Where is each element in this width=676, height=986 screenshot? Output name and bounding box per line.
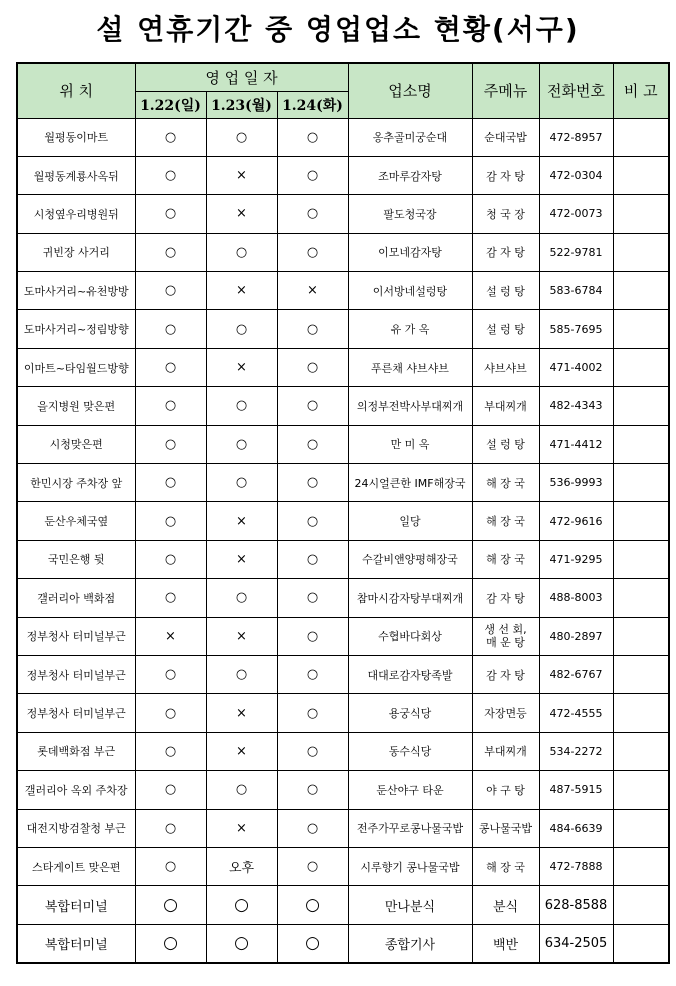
day3-status: ○ xyxy=(277,924,348,962)
day1-status: ○ xyxy=(135,732,206,770)
table-row xyxy=(17,694,669,732)
location-cell: 대전지방검찰청 부근 xyxy=(17,809,135,847)
header-menu: 주메뉴 xyxy=(472,63,539,118)
day1-status: ○ xyxy=(135,118,206,156)
day1-status: ○ xyxy=(135,156,206,194)
phone-cell: 472-9616 xyxy=(539,502,613,540)
day1-status: ○ xyxy=(135,694,206,732)
day2-status: × xyxy=(206,809,277,847)
phone-cell: 472-0073 xyxy=(539,195,613,233)
business-name: 전주가꾸로콩나물국밥 xyxy=(348,809,472,847)
phone-cell: 471-4002 xyxy=(539,348,613,386)
business-name: 푸른채 샤브샤브 xyxy=(348,348,472,386)
menu-cell: 설 렁 탕 xyxy=(472,425,539,463)
day2-status: ○ xyxy=(206,579,277,617)
business-name: 수갈비앤양평해장국 xyxy=(348,540,472,578)
location-cell: 스타게이트 맞은편 xyxy=(17,847,135,885)
table-row xyxy=(17,387,669,425)
location-cell: 도마사거리~유천방방 xyxy=(17,272,135,310)
phone-cell: 472-0304 xyxy=(539,156,613,194)
note-cell xyxy=(613,310,669,348)
table-row xyxy=(17,348,669,386)
day1-status: ○ xyxy=(135,924,206,962)
menu-cell: 해 장 국 xyxy=(472,540,539,578)
menu-text: 생 선 회, 매 운 탕 xyxy=(484,623,527,650)
header-note: 비 고 xyxy=(613,63,669,118)
phone-cell: 480-2897 xyxy=(539,617,613,655)
header-date-3: 1.24(화) xyxy=(277,91,348,118)
table-row xyxy=(17,310,669,348)
table-row xyxy=(17,540,669,578)
phone-cell: 471-9295 xyxy=(539,540,613,578)
menu-cell: 부대찌개 xyxy=(472,732,539,770)
table-row xyxy=(17,771,669,809)
menu-cell: 설 렁 탕 xyxy=(472,272,539,310)
menu-cell: 콩나물국밥 xyxy=(472,809,539,847)
table-row xyxy=(17,732,669,770)
day2-status: ○ xyxy=(206,464,277,502)
note-cell xyxy=(613,233,669,271)
note-cell xyxy=(613,540,669,578)
business-name: 유 가 옥 xyxy=(348,310,472,348)
location-cell: 갤러리아 옥외 주차장 xyxy=(17,771,135,809)
table-row xyxy=(17,847,669,885)
day2-status: ○ xyxy=(206,310,277,348)
note-cell xyxy=(613,579,669,617)
phone-cell: 536-9993 xyxy=(539,464,613,502)
business-name: 수협바다회상 xyxy=(348,617,472,655)
location-cell: 월평동이마트 xyxy=(17,118,135,156)
day3-status: ○ xyxy=(277,809,348,847)
business-name: 용궁식당 xyxy=(348,694,472,732)
location-cell: 이마트~타임월드방향 xyxy=(17,348,135,386)
day1-status: ○ xyxy=(135,886,206,924)
menu-cell: 해 장 국 xyxy=(472,464,539,502)
menu-cell: 감 자 탕 xyxy=(472,655,539,693)
phone-cell: 488-8003 xyxy=(539,579,613,617)
business-name: 종합기사 xyxy=(348,924,472,962)
phone-cell: 585-7695 xyxy=(539,310,613,348)
table-body xyxy=(17,118,669,963)
phone-cell: 484-6639 xyxy=(539,809,613,847)
day2-status: × xyxy=(206,540,277,578)
location-cell: 을지병원 맞은편 xyxy=(17,387,135,425)
table-row xyxy=(17,118,669,156)
phone-cell: 628-8588 xyxy=(539,886,613,924)
business-name: 참마시감자탕부대찌개 xyxy=(348,579,472,617)
day1-status: ○ xyxy=(135,195,206,233)
table-row xyxy=(17,655,669,693)
day1-status: ○ xyxy=(135,272,206,310)
note-cell xyxy=(613,348,669,386)
business-name: 24시얼큰한 IMF해장국 xyxy=(348,464,472,502)
table-row xyxy=(17,886,669,924)
note-cell xyxy=(613,617,669,655)
day2-status: ○ xyxy=(206,771,277,809)
table-row xyxy=(17,617,669,655)
menu-cell: 감 자 탕 xyxy=(472,156,539,194)
location-cell: 둔산우체국옆 xyxy=(17,502,135,540)
day1-status: × xyxy=(135,617,206,655)
menu-cell: 야 구 탕 xyxy=(472,771,539,809)
phone-cell: 487-5915 xyxy=(539,771,613,809)
business-name: 의정부전박사부대찌개 xyxy=(348,387,472,425)
business-name: 둔산야구 타운 xyxy=(348,771,472,809)
note-cell xyxy=(613,809,669,847)
business-name: 만 미 옥 xyxy=(348,425,472,463)
menu-cell: 감 자 탕 xyxy=(472,233,539,271)
location-cell: 월평동계룡사옥뒤 xyxy=(17,156,135,194)
day2-status: × xyxy=(206,732,277,770)
business-name: 조마루감자탕 xyxy=(348,156,472,194)
day3-status: ○ xyxy=(277,579,348,617)
day1-status: ○ xyxy=(135,847,206,885)
table-row xyxy=(17,156,669,194)
table-row xyxy=(17,272,669,310)
day3-status: ○ xyxy=(277,156,348,194)
day2-status: ○ xyxy=(206,425,277,463)
day2-status: ○ xyxy=(206,233,277,271)
day1-status: ○ xyxy=(135,233,206,271)
note-cell xyxy=(613,732,669,770)
menu-cell: 해 장 국 xyxy=(472,502,539,540)
phone-cell: 583-6784 xyxy=(539,272,613,310)
menu-cell: 순대국밥 xyxy=(472,118,539,156)
day1-status: ○ xyxy=(135,809,206,847)
business-name: 대대로감자탕족발 xyxy=(348,655,472,693)
day3-status: ○ xyxy=(277,771,348,809)
table-row xyxy=(17,233,669,271)
header-business: 업소명 xyxy=(348,63,472,118)
menu-cell: 청 국 장 xyxy=(472,195,539,233)
phone-cell: 522-9781 xyxy=(539,233,613,271)
day1-status: ○ xyxy=(135,502,206,540)
location-cell: 롯데백화점 부근 xyxy=(17,732,135,770)
day3-status: ○ xyxy=(277,464,348,502)
location-cell: 복합터미널 xyxy=(17,924,135,962)
business-name: 옹추골미궁순대 xyxy=(348,118,472,156)
day2-status: × xyxy=(206,502,277,540)
table-row xyxy=(17,502,669,540)
day3-status: ○ xyxy=(277,847,348,885)
note-cell xyxy=(613,425,669,463)
phone-cell: 482-6767 xyxy=(539,655,613,693)
location-cell: 정부청사 터미널부근 xyxy=(17,655,135,693)
business-name: 만나분식 xyxy=(348,886,472,924)
note-cell xyxy=(613,387,669,425)
table-row xyxy=(17,464,669,502)
day1-status: ○ xyxy=(135,771,206,809)
menu-cell: 부대찌개 xyxy=(472,387,539,425)
location-cell: 귀빈장 사거리 xyxy=(17,233,135,271)
note-cell xyxy=(613,694,669,732)
location-cell: 정부청사 터미널부근 xyxy=(17,694,135,732)
business-name: 동수식당 xyxy=(348,732,472,770)
menu-cell: 해 장 국 xyxy=(472,847,539,885)
menu-cell: 감 자 탕 xyxy=(472,579,539,617)
day1-status: ○ xyxy=(135,310,206,348)
header-date-1: 1.22(일) xyxy=(135,91,206,118)
day2-status: × xyxy=(206,195,277,233)
day3-status: ○ xyxy=(277,694,348,732)
day3-status: ○ xyxy=(277,118,348,156)
header-phone: 전화번호 xyxy=(539,63,613,118)
business-table xyxy=(16,62,670,964)
location-cell: 시청맞은편 xyxy=(17,425,135,463)
table-row xyxy=(17,924,669,962)
day2-status: ○ xyxy=(206,387,277,425)
day2-status: ○ xyxy=(206,118,277,156)
day3-status: ○ xyxy=(277,310,348,348)
location-cell: 도마사거리~정림방향 xyxy=(17,310,135,348)
menu-cell: 백반 xyxy=(472,924,539,962)
day2-status: × xyxy=(206,348,277,386)
day1-status: ○ xyxy=(135,579,206,617)
day3-status: ○ xyxy=(277,233,348,271)
phone-cell: 471-4412 xyxy=(539,425,613,463)
day1-status: ○ xyxy=(135,655,206,693)
note-cell xyxy=(613,771,669,809)
business-name: 팔도청국장 xyxy=(348,195,472,233)
location-cell: 시청옆우리병원뒤 xyxy=(17,195,135,233)
note-cell xyxy=(613,464,669,502)
note-cell xyxy=(613,118,669,156)
menu-cell: 설 렁 탕 xyxy=(472,310,539,348)
note-cell xyxy=(613,272,669,310)
note-cell xyxy=(613,655,669,693)
day3-status: ○ xyxy=(277,886,348,924)
business-name: 시루향기 콩나물국밥 xyxy=(348,847,472,885)
day3-status: ○ xyxy=(277,540,348,578)
day1-status: ○ xyxy=(135,540,206,578)
header-date-2: 1.23(월) xyxy=(206,91,277,118)
day1-status: ○ xyxy=(135,348,206,386)
business-name: 이서방네설렁탕 xyxy=(348,272,472,310)
note-cell xyxy=(613,847,669,885)
day1-status: ○ xyxy=(135,425,206,463)
location-cell: 갤러리아 백화점 xyxy=(17,579,135,617)
note-cell xyxy=(613,502,669,540)
day3-status: ○ xyxy=(277,195,348,233)
phone-cell: 472-4555 xyxy=(539,694,613,732)
business-name: 이모네감자탕 xyxy=(348,233,472,271)
day3-status: ○ xyxy=(277,732,348,770)
business-name: 일당 xyxy=(348,502,472,540)
day3-status: ○ xyxy=(277,617,348,655)
day2-status: ○ xyxy=(206,886,277,924)
location-cell: 한민시장 주차장 앞 xyxy=(17,464,135,502)
table-row xyxy=(17,425,669,463)
day2-status: ○ xyxy=(206,924,277,962)
note-cell xyxy=(613,156,669,194)
note-cell xyxy=(613,195,669,233)
day2-status: 오후 xyxy=(206,847,277,885)
menu-cell: 자장면등 xyxy=(472,694,539,732)
day3-status: ○ xyxy=(277,655,348,693)
day2-status: ○ xyxy=(206,655,277,693)
day3-status: ○ xyxy=(277,348,348,386)
day2-status: × xyxy=(206,272,277,310)
day2-status: × xyxy=(206,156,277,194)
day2-status: × xyxy=(206,617,277,655)
day1-status: ○ xyxy=(135,387,206,425)
phone-cell: 472-8957 xyxy=(539,118,613,156)
location-cell: 정부청사 터미널부근 xyxy=(17,617,135,655)
note-cell xyxy=(613,886,669,924)
phone-cell: 472-7888 xyxy=(539,847,613,885)
note-cell xyxy=(613,924,669,962)
menu-cell: 샤브샤브 xyxy=(472,348,539,386)
location-cell: 복합터미널 xyxy=(17,886,135,924)
menu-cell xyxy=(472,617,539,655)
day3-status: ○ xyxy=(277,425,348,463)
phone-cell: 634-2505 xyxy=(539,924,613,962)
day3-status: ○ xyxy=(277,387,348,425)
table-row xyxy=(17,809,669,847)
phone-cell: 482-4343 xyxy=(539,387,613,425)
location-cell: 국민은행 뒷 xyxy=(17,540,135,578)
page-title: 설 연휴기간 중 영업업소 현황(서구) xyxy=(96,13,580,46)
header-open-days: 영 업 일 자 xyxy=(135,63,348,91)
table-row xyxy=(17,195,669,233)
day3-status: ○ xyxy=(277,502,348,540)
day3-status: × xyxy=(277,272,348,310)
day2-status: × xyxy=(206,694,277,732)
day1-status: ○ xyxy=(135,464,206,502)
table-row xyxy=(17,579,669,617)
menu-cell: 분식 xyxy=(472,886,539,924)
phone-cell: 534-2272 xyxy=(539,732,613,770)
header-location: 위 치 xyxy=(17,63,135,118)
